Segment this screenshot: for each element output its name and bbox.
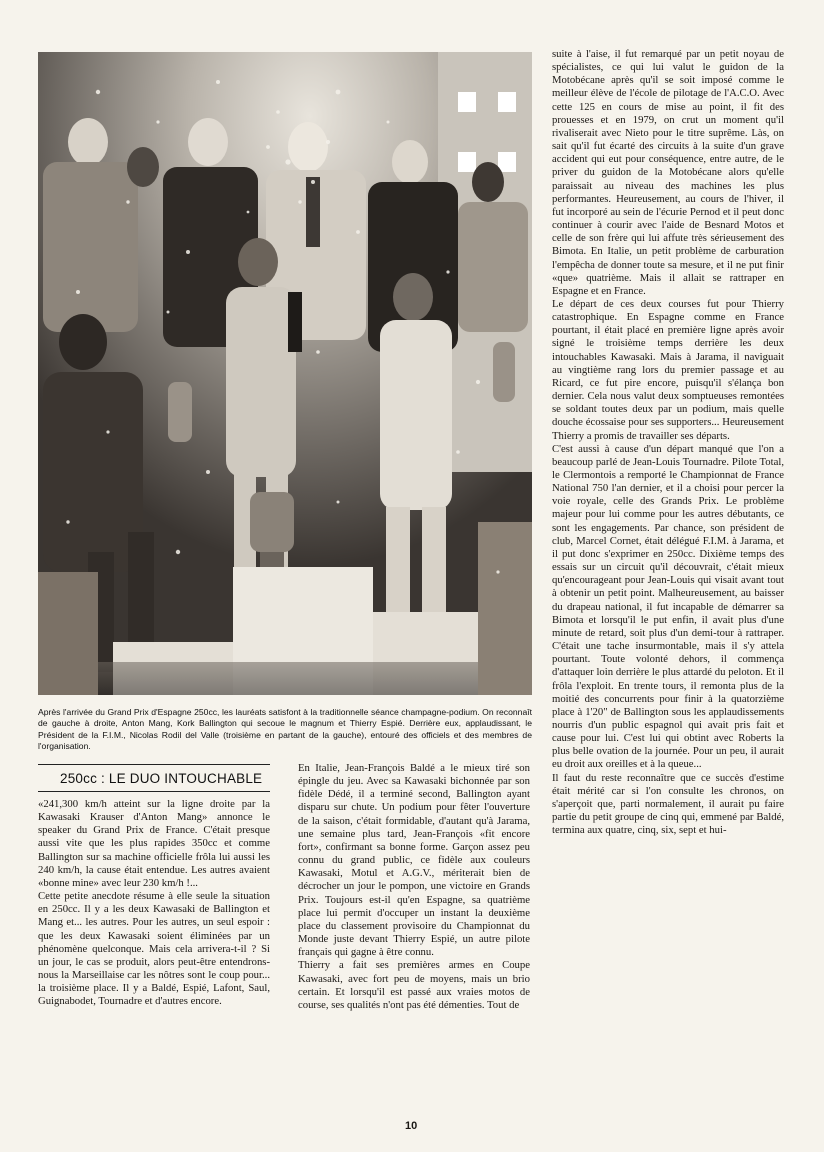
paragraph: En Italie, Jean-François Baldé a le mieux tiré son épingle du jeu. Avec sa Kawasaki bichonnée par son fidèle Dédé, il a terminé second, Ballington ayant disparu sur chute. Un podium pour fêter l'ouverture de la saison, c'était formidable, d'autant qu'à Jarama, une semaine plus tard, Jean-François «fit encore fort», confirmant sa bonne forme. Garçon assez peu connu du grand public, ce fidèle aux couleurs Kawasaki, Motul et A.G.V., mériterait bien de décrocher un jour le pompon, une victoire en Grands Prix. Toujours est-il qu'en Espagne, sa quatrième place lui permit d'occuper un instant la deuxième place du classement provisoire du Championnat du Monde juste devant Thierry Espié, un autre pilote français qui gagne à être connu. xyxy=(298,762,530,959)
paragraph: Cette petite anecdote résume à elle seule la situation en 250cc. Il y a les deux Kawasaki de Ballington et Mang et... les autres. Pour les autres, un seul espoir : que les deux Kawasaki soient éliminées par un phénomène quelconque. Mais cela arrivera-t-il ? Si un jour, le cas se produit, alors peut-être entendrons-nous la Marseillaise car les nôtres sont le coup pour... la troisième place. Il y a Baldé, Espié, Lafont, Saul, Guignabodet, Tournadre et d'autres encore. xyxy=(38,890,270,1008)
podium-photo-illustration xyxy=(38,52,532,695)
paragraph: Il faut du reste reconnaître que ce succès d'estime était mérité car si l'on consulte les chronos, on s'aperçoit que, parti normalement, il aurait pu faire partie du petit groupe de cinq qui, emmené par Baldé, termina aux quatre, cinq, six, sept et hui- xyxy=(552,771,784,837)
section-heading-box xyxy=(38,764,270,792)
article-column-2 xyxy=(298,762,530,1012)
podium-photo xyxy=(38,52,532,695)
paragraph: suite à l'aise, il fut remarqué par un petit noyau de spécialistes, ce qui lui valut le guidon de la Motobécane après qu'il se soit imposé comme le meilleur élève de l'école de pilotage de l'A.C.O. Avec cette 125 en cours de mise au point, il fit des prouesses et en 1979, on crut un moment qu'il rivaliserait avec Nieto pour le titre suprême. Làs, on sait qu'il fut écarté des circuits à la suite d'un grave accident qui eut pour conséquence, entre autre, de le priver du guidon de la Motobécane alors qu'elle paraissait au niveau des machines les plus performantes. Heureusement, au cours de l'hiver, il fut incorporé au sein de l'écurie Pernod et il peut donc continuer à courir avec l'aide de Besnard Motos et celle de son frère qui lui affute très sérieusement des Bimota. En Italie, un petit problème de carburation l'empêcha de donner toute sa mesure, et il ne put finir «que» quatrième. Mais il allait se rattraper en Espagne et en France. xyxy=(552,48,784,297)
paragraph: Le départ de ces deux courses fut pour Thierry catastrophique. En Espagne comme en France pourtant, il était placé en première ligne après avoir signé le troisième temps derrière les deux intouchables Kawasaki. Mais à Jarama, il naviguait au vingtième rang lors du premier passage et au Ricard, ce fut pire encore, puisqu'il s'élança bon dernier. Cela nous valut deux somptueuses remontées se soldant toutes deux par un podium, mais quelle douche écossaise pour ses supporters... Heureusement Thierry a promis de travailler ses départs. xyxy=(552,297,784,442)
section-heading: 250cc : LE DUO INTOUCHABLE xyxy=(60,770,263,786)
article-column-3 xyxy=(552,48,784,837)
article-column-1 xyxy=(38,798,270,1009)
paragraph: «241,300 km/h atteint sur la ligne droite par la Kawasaki Krauser d'Anton Mang» annonce le speaker du Grand Prix de France. C'était presque aussi vite que les plus rapides 350cc et comme Ballington sur sa machine officielle frôla lui aussi les 240 km/h, la cause était entendue. Les autres avaient «bonne mine» avec leur 230 km/h !... xyxy=(38,798,270,889)
page-number: 10 xyxy=(405,1120,418,1132)
paragraph: C'est aussi à cause d'un départ manqué que l'on a beaucoup parlé de Jean-Louis Tournadre. Pilote Total, le Clermontois a remporté le Championnat de France National 750 l'an dernier, et il a choisi pour percer la voie royale, celle des Grands Prix. Le problème majeur pour lui comme pour les autres débutants, ce sont les engagements. Par chance, son président de club, Marcel Cornet, était délégué F.I.M. à Jarama, et il put donc s'exprimer en 250cc. Dixième temps des essais sur un circuit qu'il découvrait, c'était mieux qu'encourageant pour Jean-Louis qui visait avant tout à obtenir un petit point. Malheureusement, au baisser du drapeau national, il fut incapable de démarrer sa Bimota et lorsqu'il le put enfin, il avait plus d'une minute de retard, soit plus d'un demi-tour à rattraper. C'était une tache insurmontable, mais il s'y attela pourtant. Toute volonté dehors, il commença d'attaquer loin derrière le plus attardé du peloton. Et il frôla l'exploit. En trente tours, il remonta plus de la moitié des concurrents pour finir à la quatorzième place à 1'20" de Ballington sous les applaudissements nourris d'un public espagnol qui avait pris fait et cause pour lui. C'est lui qui obtint avec Roberts la plus belle ovation de la journée. Pour un peu, il aurait eu droit aux oreilles et à la queue... xyxy=(552,442,784,771)
photo-caption: Après l'arrivée du Grand Prix d'Espagne 250cc, les lauréats satisfont à la traditionnelle séance champagne-podium. On reconnaît de gauche à droite, Anton Mang, Kork Ballington qui secoue le magnum et Thierry Espié. Derrière eux, applaudissant, le Président de la F.I.M., Nicolas Rodil del Valle (troisième en partant de la gauche), entouré des officiels et des membres de l'organisation. xyxy=(38,706,532,752)
paragraph: Thierry a fait ses premières armes en Coupe Kawasaki, avec fort peu de moyens, mais un brio certain. Et lorsqu'il est passé aux vraies motos de course, ses qualités n'ont pas été démenties. Tout de xyxy=(298,959,530,1011)
